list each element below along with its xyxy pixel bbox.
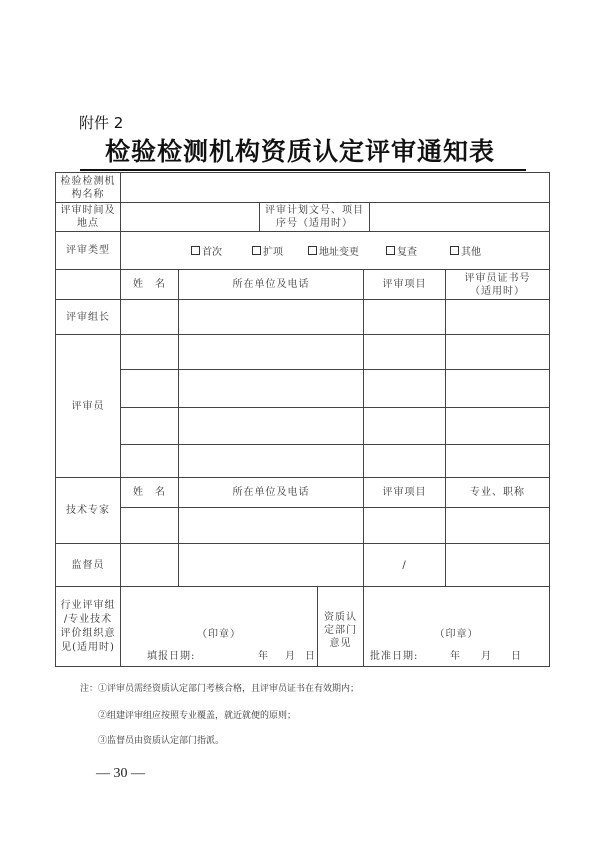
year-label: 年: [258, 651, 269, 662]
checkbox-icon: [450, 246, 459, 255]
checkbox-icon: [252, 246, 261, 255]
reviewer-row[interactable]: [121, 445, 549, 477]
institution-name-label: 检验检测机构名称: [60, 175, 116, 200]
checkbox-other[interactable]: 其他: [450, 243, 481, 258]
leader-item-field[interactable]: [364, 300, 445, 334]
fill-date-label: 填报日期:: [147, 651, 196, 662]
title-rule: [80, 169, 526, 171]
plan-number-label: 评审计划文号、项目 序号（适用时）: [265, 205, 364, 229]
expert-row[interactable]: [121, 508, 549, 543]
day-label: 日: [511, 651, 522, 662]
column-review-item: 评审项目: [382, 279, 427, 290]
expert-column-unit-phone: 所在单位及电话: [232, 487, 310, 498]
checkbox-icon: [386, 246, 395, 255]
leader-name-field[interactable]: [121, 300, 178, 334]
checkbox-icon: [308, 246, 317, 255]
note-2: ②组建评审组应按照专业覆盖，就近就便的原则；: [98, 711, 297, 721]
checkbox-expand[interactable]: 扩项: [252, 243, 283, 258]
leader-label: 评审组长: [66, 311, 110, 323]
expert-label: 技术专家: [66, 505, 110, 516]
time-place-field[interactable]: [121, 203, 259, 231]
supervisor-review-item: /: [402, 559, 407, 571]
dept-opinion-label: 资质认 定部门 意见: [324, 612, 357, 649]
month-label: 月: [481, 651, 492, 662]
supervisor-name-field[interactable]: [121, 544, 178, 586]
review-type-label: 评审类型: [66, 245, 110, 256]
institution-name-field[interactable]: [121, 173, 549, 202]
plan-number-field[interactable]: [370, 203, 549, 231]
expert-column-review-item: 评审项目: [382, 487, 427, 498]
expert-column-name: 姓 名: [133, 487, 166, 498]
industry-opinion-label: 行业评审组 /专业技术 评价组织意 见(适用时): [60, 599, 116, 653]
reviewer-row[interactable]: [121, 335, 549, 369]
leader-cert-field[interactable]: [446, 300, 549, 334]
industry-opinion-field[interactable]: [121, 587, 317, 666]
note-3: ③监督员由资质认定部门指派。: [98, 736, 225, 746]
checkbox-recheck[interactable]: 复查: [386, 243, 417, 258]
checkbox-address-change[interactable]: 地址变更: [308, 243, 359, 258]
column-unit-phone: 所在单位及电话: [232, 279, 310, 290]
year-label: 年: [450, 651, 461, 662]
expert-column-major-title: 专业、职称: [470, 487, 525, 498]
page-number: — 30 —: [96, 766, 145, 781]
attachment-label: 附件 2: [79, 114, 124, 132]
supervisor-major-field[interactable]: [446, 544, 549, 586]
checkbox-icon: [191, 246, 200, 255]
approve-date-label: 批准日期:: [370, 651, 419, 662]
checkbox-first[interactable]: 首次: [191, 243, 222, 258]
seal-label: （印章）: [197, 629, 241, 640]
column-name: 姓 名: [133, 279, 166, 290]
supervisor-label: 监督员: [71, 559, 105, 571]
reviewer-row[interactable]: [121, 408, 549, 444]
dept-opinion-field[interactable]: [364, 587, 549, 666]
reviewer-row[interactable]: [121, 370, 549, 407]
supervisor-unit-field[interactable]: [179, 544, 363, 586]
leader-unit-field[interactable]: [179, 300, 363, 334]
month-label: 月: [285, 651, 296, 662]
column-cert-number: 评审员证书号 （适用时）: [464, 272, 531, 297]
day-label: 日: [305, 651, 316, 662]
reviewer-label: 评审员: [71, 400, 105, 412]
seal-label: （印章）: [434, 629, 479, 640]
review-type-options: [121, 232, 549, 269]
page-title: 检验检测机构资质认定评审通知表: [104, 137, 495, 166]
note-1: 注：①评审员需经资质认定部门考核合格，且评审员证书在有效期内；: [80, 684, 360, 694]
time-place-label: 评审时间及地点: [60, 205, 116, 229]
